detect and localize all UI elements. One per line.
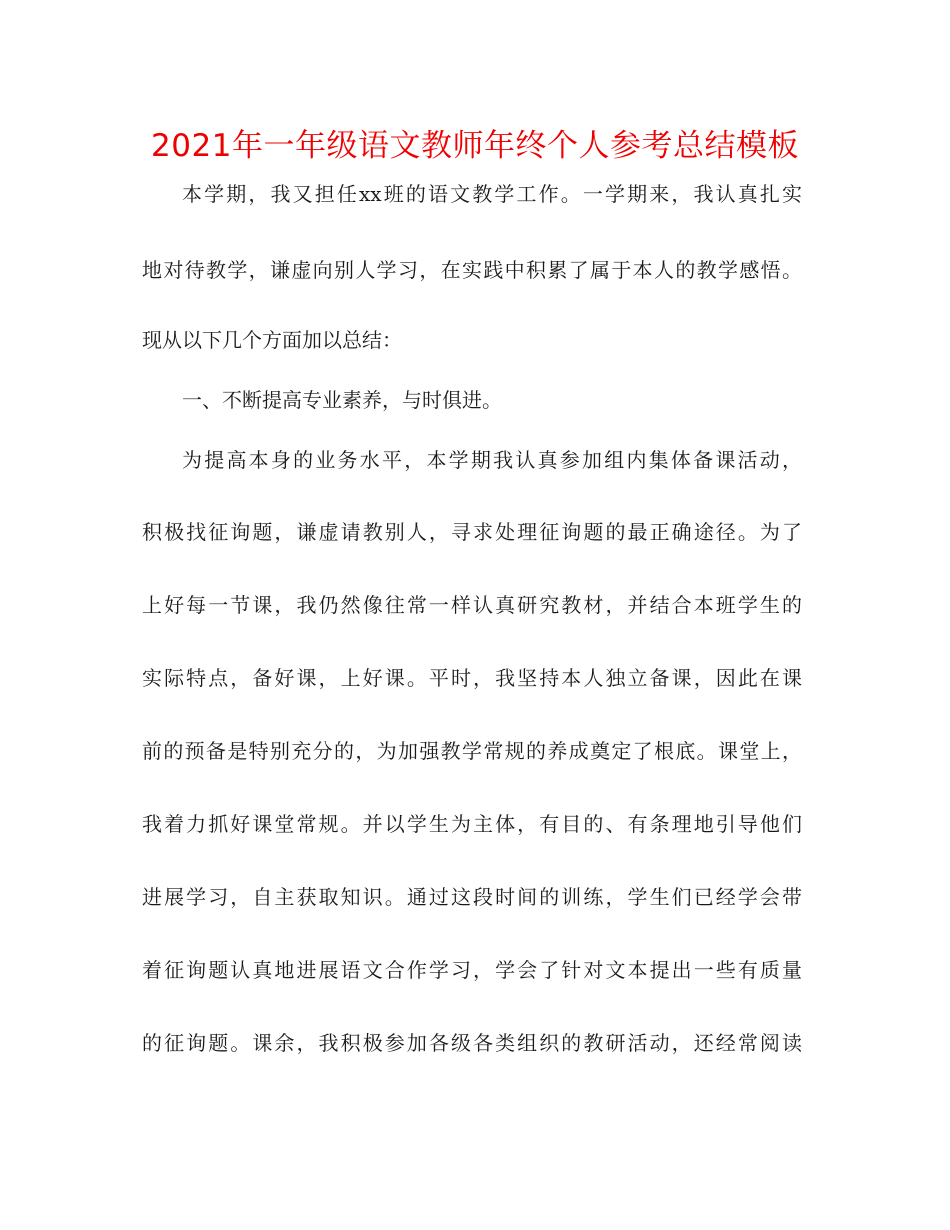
paragraph-2-line-6: 我着力抓好课堂常规。并以学生为主体，有目的、有条理地引导他们 [142, 812, 802, 836]
section-heading: 一、不断提高专业素养，与时俱进。 [182, 388, 502, 412]
paragraph-2-line-1: 为提高本身的业务水平，本学期我认真参加组内集体备课活动， [182, 448, 802, 472]
paragraph-1-line-3: 现从以下几个方面加以总结： [142, 328, 402, 352]
paragraph-2-line-2: 积极找征询题，谦虚请教别人，寻求处理征询题的最正确途径。为了 [142, 520, 802, 544]
paragraph-2-line-7: 进展学习，自主获取知识。通过这段时间的训练，学生们已经学会带 [142, 885, 802, 909]
paragraph-1-line-2: 地对待教学，谦虚向别人学习，在实践中积累了属于本人的教学感悟。 [142, 258, 802, 282]
paragraph-1-line-1: 本学期，我又担任xx班的语文教学工作。一学期来，我认真扎实 [182, 182, 802, 206]
paragraph-2-line-4: 实际特点，备好课，上好课。平时，我坚持本人独立备课，因此在课 [142, 666, 802, 690]
document-title: 2021年一年级语文教师年终个人参考总结模板 [151, 128, 799, 164]
paragraph-2-line-5: 前的预备是特别充分的，为加强教学常规的养成奠定了根底。课堂上， [142, 739, 802, 763]
paragraph-2-line-8: 着征询题认真地进展语文合作学习，学会了针对文本提出一些有质量 [142, 958, 802, 982]
paragraph-2-line-9: 的征询题。课余，我积极参加各级各类组织的教研活动，还经常阅读 [142, 1031, 802, 1055]
paragraph-2-line-3: 上好每一节课，我仍然像往常一样认真研究教材，并结合本班学生的 [142, 593, 802, 617]
